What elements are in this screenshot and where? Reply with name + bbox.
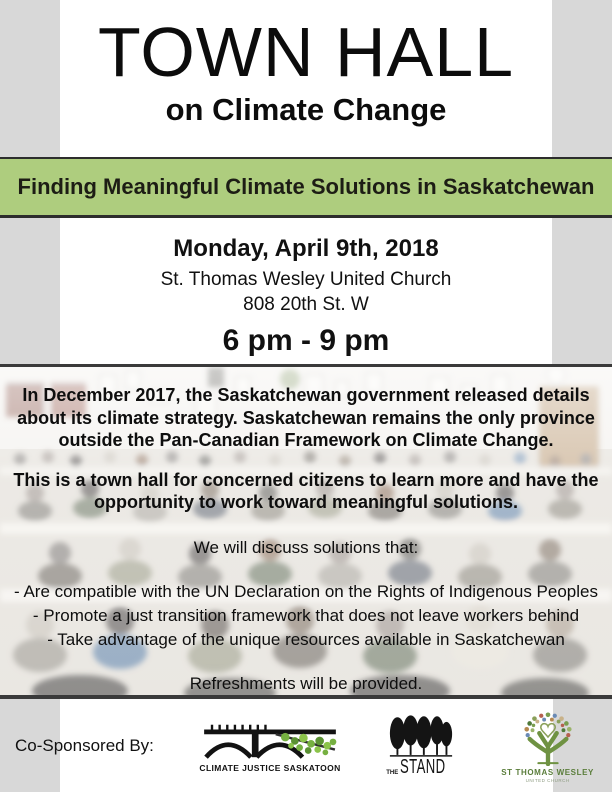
- solutions-item: - Promote a just transition framework that does not leave workers behind: [32, 605, 580, 625]
- discussion-intro: We will discuss solutions that:: [193, 537, 419, 557]
- purpose-line: opportunity to work toward meaningful solutions.: [94, 492, 518, 512]
- event-time: 6 pm - 9 pm: [222, 324, 390, 357]
- purpose-paragraph: [0, 469, 612, 514]
- the-stand-label: [386, 756, 456, 778]
- event-address: 808 20th St. W: [243, 294, 369, 315]
- the-stand-name: STAND: [400, 756, 446, 778]
- title-section: [0, 0, 612, 158]
- photo-section: [0, 364, 612, 699]
- sponsors-section: [0, 699, 612, 792]
- poster-title: TOWN HALL: [97, 13, 515, 91]
- event-info-section: [0, 218, 612, 364]
- the-stand-the: THE: [386, 770, 399, 776]
- trees-icon: [388, 713, 454, 761]
- bridge-leaves-icon: [202, 719, 338, 761]
- st-thomas-wesley-label: ST THOMAS WESLEY: [501, 768, 594, 777]
- event-venue: St. Thomas Wesley United Church: [160, 269, 452, 290]
- st-thomas-wesley-sublabel: UNITED CHURCH: [525, 778, 570, 783]
- intro-line: In December 2017, the Saskatchewan government released details: [22, 385, 590, 405]
- climate-justice-saskatoon-label: CLIMATE JUSTICE SASKATOON: [199, 762, 341, 773]
- purpose-line: This is a town hall for concerned citizens to learn more and have the: [13, 469, 599, 490]
- heart-tree-icon: [509, 708, 587, 766]
- cosponsored-label: Co-Sponsored By:: [15, 735, 154, 755]
- the-stand-logo: [386, 713, 456, 778]
- event-date: Monday, April 9th, 2018: [173, 235, 439, 262]
- refreshments-note: Refreshments will be provided.: [189, 673, 423, 693]
- climate-justice-saskatoon-logo: [199, 719, 340, 773]
- solutions-list: [0, 580, 612, 652]
- st-thomas-wesley-logo: [501, 708, 594, 783]
- solutions-item: - Take advantage of the unique resources available in Saskatchewan: [47, 629, 565, 649]
- intro-paragraph: [0, 384, 612, 452]
- tagline-text: Finding Meaningful Climate Solutions in Saskatchewan: [17, 174, 595, 199]
- poster-subtitle: on Climate Change: [165, 91, 447, 127]
- intro-line: outside the Pan-Canadian Framework on Climate Change.: [58, 430, 554, 450]
- tagline-banner: [0, 157, 612, 218]
- photo-overlay-text: [0, 367, 612, 695]
- intro-line: about its climate strategy. Saskatchewan remains the only province: [17, 407, 595, 428]
- solutions-item: - Are compatible with the UN Declaration on the Rights of Indigenous Peoples: [14, 581, 598, 601]
